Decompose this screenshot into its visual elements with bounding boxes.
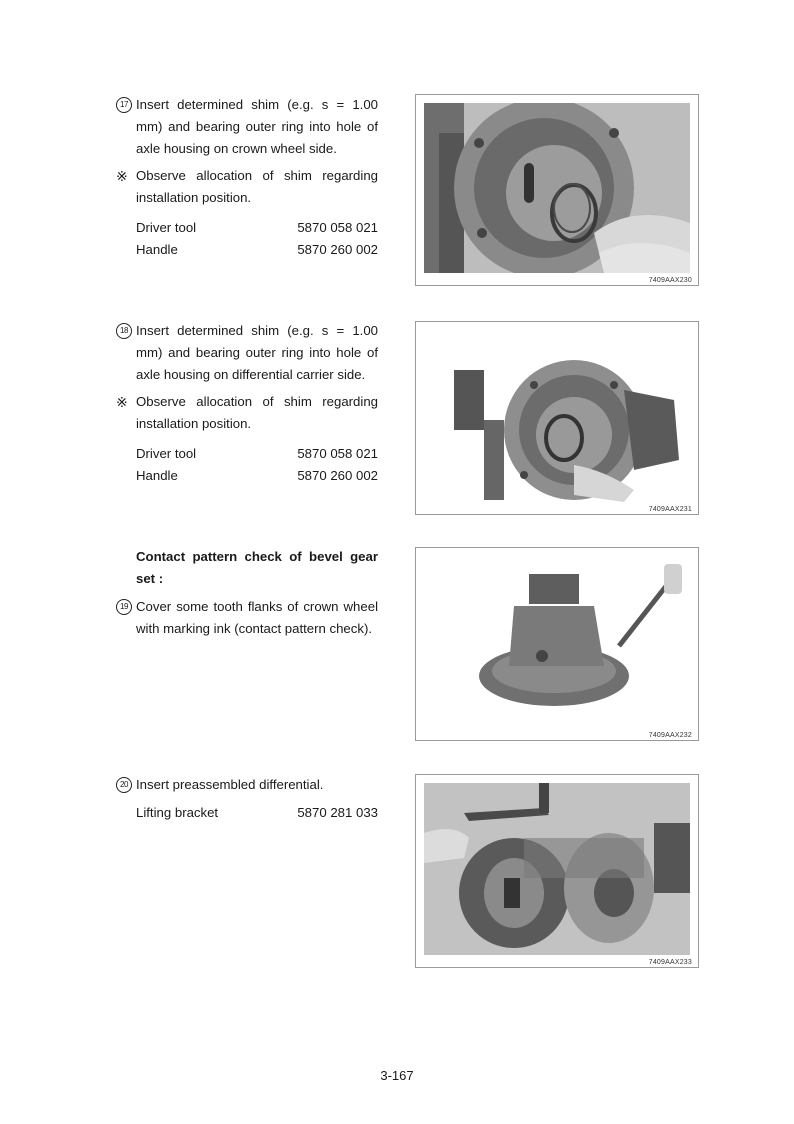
step-number-20: 20 bbox=[116, 774, 136, 796]
figure-crown-wheel-marking bbox=[415, 547, 699, 741]
photo bbox=[424, 556, 690, 728]
tool-list bbox=[116, 217, 378, 261]
photo bbox=[424, 783, 690, 955]
step-17-note: Observe allocation of shim regarding installation position. bbox=[136, 168, 378, 205]
step-number-19: 19 bbox=[116, 596, 136, 618]
figure-caption: 7409AAX233 bbox=[648, 959, 692, 966]
step-18-note: Observe allocation of shim regarding installation position. bbox=[136, 394, 378, 431]
tool-row bbox=[136, 802, 378, 824]
tool-row bbox=[136, 443, 378, 465]
tool-row bbox=[136, 217, 378, 239]
tool-part-number: 5870 058 021 bbox=[297, 446, 378, 461]
step-19-text: Cover some tooth flanks of crown wheel with marking ink (contact pattern check). bbox=[136, 599, 378, 636]
step-17 bbox=[116, 94, 378, 261]
figure-insert-differential bbox=[415, 774, 699, 968]
tool-part-number: 5870 260 002 bbox=[297, 468, 378, 483]
step-number-17: 17 bbox=[116, 94, 136, 116]
tool-part-number: 5870 260 002 bbox=[297, 242, 378, 257]
tool-part-number: 5870 058 021 bbox=[297, 220, 378, 235]
photo bbox=[424, 330, 690, 502]
tool-part-number: 5870 281 033 bbox=[297, 805, 378, 820]
figure-caption: 7409AAX231 bbox=[648, 506, 692, 513]
tool-name: Handle bbox=[136, 468, 178, 483]
figure-caption: 7409AAX232 bbox=[648, 732, 692, 739]
photo bbox=[424, 103, 690, 273]
tool-name: Handle bbox=[136, 242, 178, 257]
tool-name: Driver tool bbox=[136, 446, 197, 461]
page-number: 3-167 bbox=[380, 1068, 414, 1083]
tool-row bbox=[136, 239, 378, 261]
tool-name: Driver tool bbox=[136, 220, 197, 235]
step-number-18: 18 bbox=[116, 320, 136, 342]
step-18 bbox=[116, 320, 378, 487]
step-19 bbox=[116, 546, 378, 640]
note-mark-icon: ※ bbox=[116, 168, 128, 184]
step-20-text: Insert preassembled differential. bbox=[136, 777, 324, 792]
step-17-text: Insert determined shim (e.g. s = 1.00 mm) and bearing outer ring into hole of axle housing on crown wheel side. bbox=[136, 97, 378, 156]
figure-axle-housing-carrier-side bbox=[415, 321, 699, 515]
tool-list bbox=[116, 443, 378, 487]
step-20 bbox=[116, 774, 378, 824]
step-18-text: Insert determined shim (e.g. s = 1.00 mm) and bearing outer ring into hole of axle housing on differential carrier side. bbox=[136, 323, 378, 382]
section-heading: Contact pattern check of bevel gear set : bbox=[136, 549, 378, 586]
tool-name: Lifting bracket bbox=[136, 805, 219, 820]
figure-caption: 7409AAX230 bbox=[648, 277, 692, 284]
tool-row bbox=[136, 465, 378, 487]
note-mark-icon: ※ bbox=[116, 394, 128, 410]
figure-axle-housing-crown-side bbox=[415, 94, 699, 286]
tool-list bbox=[116, 802, 378, 824]
